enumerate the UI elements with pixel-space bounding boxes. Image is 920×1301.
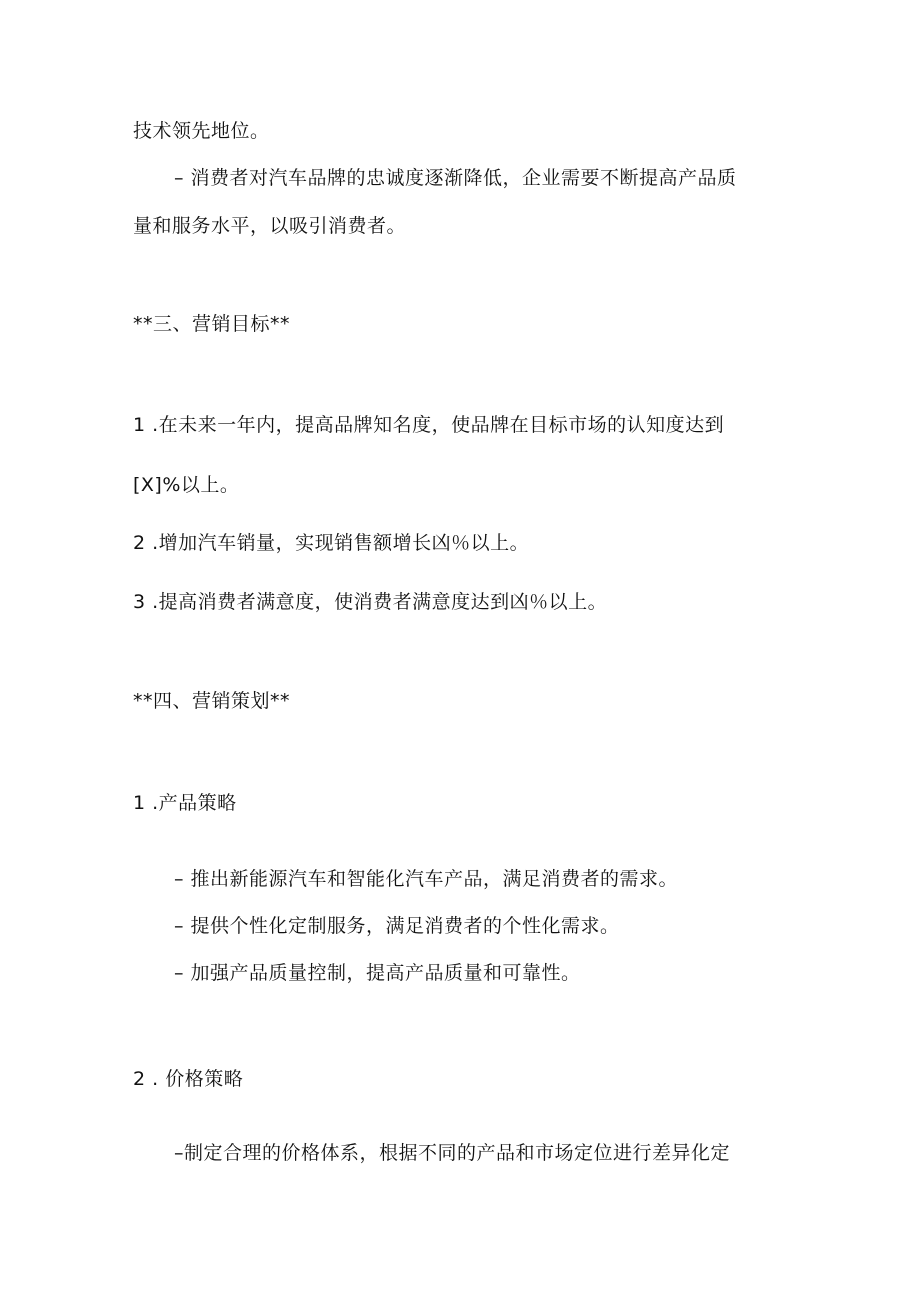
bullet-line: –制定合理的价格体系，根据不同的产品和市场定位进行差异化定	[174, 1142, 731, 1164]
text-line: 技术领先地位。	[133, 120, 270, 142]
subsection-heading: 2 . 价格策略	[133, 1068, 244, 1090]
subsection-heading: 1 .产品策略	[133, 792, 237, 814]
bullet-line: – 加强产品质量控制，提高产品质量和可靠性。	[174, 962, 581, 984]
numbered-item: 1 .在未来一年内，提高品牌知名度，使品牌在目标市场的认知度达到	[133, 414, 725, 436]
text-line: [X]%以上。	[133, 474, 240, 496]
text-line: 量和服务水平，以吸引消费者。	[133, 215, 407, 237]
numbered-item: 2 .增加汽车销量，实现销售额增长凶％以上。	[133, 532, 530, 554]
section-heading: **四、营销策划**	[133, 690, 291, 712]
bullet-line: – 消费者对汽车品牌的忠诚度逐渐降低，企业需要不断提高产品质	[174, 167, 737, 189]
section-heading: **三、营销目标**	[133, 313, 291, 335]
bullet-line: – 推出新能源汽车和智能化汽车产品，满足消费者的需求。	[174, 868, 679, 890]
numbered-item: 3 .提高消费者满意度，使消费者满意度达到凶％以上。	[133, 591, 608, 613]
bullet-line: – 提供个性化定制服务，满足消费者的个性化需求。	[174, 915, 620, 937]
